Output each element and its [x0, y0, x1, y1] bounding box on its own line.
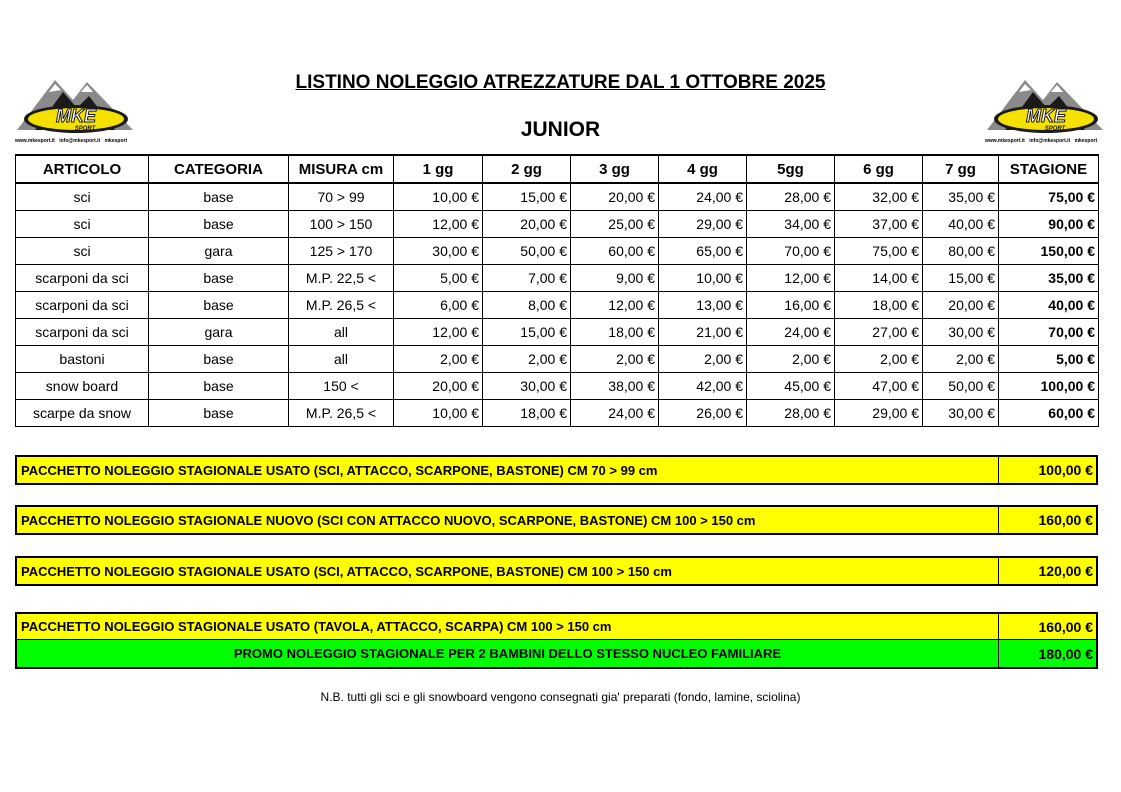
logo-social: mkesport	[1074, 138, 1098, 144]
price-cell: 2,00 €	[571, 346, 659, 373]
size-cell: M.P. 22,5 <	[289, 265, 394, 292]
page-title: LISTINO NOLEGGIO ATREZZATURE DAL 1 OTTOBRE 2025	[295, 72, 826, 93]
size-cell: 125 > 170	[289, 238, 394, 265]
column-header: 5gg	[747, 155, 835, 183]
package-label: PROMO NOLEGGIO STAGIONALE PER 2 BAMBINI DELLO STESSO NUCLEO FAMILIARE	[17, 640, 999, 667]
price-cell: 6,00 €	[394, 292, 483, 319]
category-cell: gara	[149, 238, 289, 265]
package-price: 120,00 €	[1038, 563, 1093, 579]
price-cell: 15,00 €	[483, 319, 571, 346]
price-cell: 2,00 €	[394, 346, 483, 373]
price-cell: 20,00 €	[394, 373, 483, 400]
package-row	[15, 556, 1098, 586]
logo-website: www.mkesport.it	[985, 138, 1025, 144]
price-cell: 32,00 €	[835, 183, 923, 211]
footnote: N.B. tutti gli sci e gli snowboard vengono consegnati gia' preparati (fondo, lamine, sciolina)	[320, 690, 801, 704]
price-cell: 12,00 €	[394, 211, 483, 238]
price-cell: 13,00 €	[659, 292, 747, 319]
price-cell: 5,00 €	[999, 346, 1099, 373]
package-price: 160,00 €	[1038, 618, 1093, 635]
size-cell: all	[289, 346, 394, 373]
logo-brand: MKE	[1026, 106, 1066, 126]
package-label: PACCHETTO NOLEGGIO STAGIONALE USATO (TAVOLA, ATTACCO, SCARPA) CM 100 > 150 cm	[17, 614, 999, 639]
price-cell: 40,00 €	[923, 211, 999, 238]
table-row	[16, 292, 1099, 319]
price-cell: 10,00 €	[659, 265, 747, 292]
category-cell: base	[149, 346, 289, 373]
column-header: 1 gg	[394, 155, 483, 183]
size-cell: all	[289, 319, 394, 346]
package-price: 100,00 €	[1038, 462, 1093, 478]
price-table	[15, 154, 1099, 427]
size-cell: M.P. 26,5 <	[289, 292, 394, 319]
price-cell: 42,00 €	[659, 373, 747, 400]
price-cell: 20,00 €	[923, 292, 999, 319]
price-cell: 35,00 €	[923, 183, 999, 211]
price-cell: 50,00 €	[483, 238, 571, 265]
price-cell: 28,00 €	[747, 183, 835, 211]
price-cell: 2,00 €	[923, 346, 999, 373]
size-cell: 150 <	[289, 373, 394, 400]
column-header: 3 gg	[571, 155, 659, 183]
package-price: 160,00 €	[1038, 512, 1093, 528]
column-header: MISURA cm	[289, 155, 394, 183]
price-cell: 24,00 €	[747, 319, 835, 346]
table-row	[16, 373, 1099, 400]
logo-tagline: SPORT	[74, 126, 96, 132]
price-cell: 35,00 €	[999, 265, 1099, 292]
table-row	[16, 400, 1099, 427]
logo-email: info@mkesport.it	[59, 138, 101, 144]
table-row	[16, 238, 1099, 265]
price-cell: 30,00 €	[923, 400, 999, 427]
price-cell: 2,00 €	[747, 346, 835, 373]
package-label: PACCHETTO NOLEGGIO STAGIONALE USATO (SCI, ATTACCO, SCARPONE, BASTONE) CM 70 > 99 cm	[17, 457, 999, 483]
price-cell: 10,00 €	[394, 400, 483, 427]
price-cell: 30,00 €	[483, 373, 571, 400]
logo-social: mkesport	[104, 138, 128, 144]
price-cell: 60,00 €	[999, 400, 1099, 427]
price-cell: 45,00 €	[747, 373, 835, 400]
price-cell: 15,00 €	[483, 183, 571, 211]
price-cell: 2,00 €	[483, 346, 571, 373]
package-row	[15, 455, 1098, 485]
package-label: PACCHETTO NOLEGGIO STAGIONALE USATO (SCI, ATTACCO, SCARPONE, BASTONE) CM 100 > 150 cm	[17, 558, 999, 584]
price-cell: 15,00 €	[923, 265, 999, 292]
price-cell: 50,00 €	[923, 373, 999, 400]
logo-tagline: SPORT	[1044, 126, 1066, 132]
column-header: ARTICOLO	[16, 155, 149, 183]
category-cell: base	[149, 183, 289, 211]
price-cell: 20,00 €	[571, 183, 659, 211]
price-cell: 12,00 €	[571, 292, 659, 319]
price-cell: 16,00 €	[747, 292, 835, 319]
logo-email: info@mkesport.it	[1029, 138, 1071, 144]
price-cell: 9,00 €	[571, 265, 659, 292]
price-cell: 65,00 €	[659, 238, 747, 265]
logo-website: www.mkesport.it	[15, 138, 55, 144]
table-row	[16, 211, 1099, 238]
price-cell: 20,00 €	[483, 211, 571, 238]
table-row	[16, 346, 1099, 373]
price-cell: 30,00 €	[394, 238, 483, 265]
price-cell: 100,00 €	[999, 373, 1099, 400]
item-cell: scarponi da sci	[16, 319, 149, 346]
package-row	[15, 612, 1098, 641]
logo-brand: MKE	[56, 106, 96, 126]
column-header: 2 gg	[483, 155, 571, 183]
size-cell: M.P. 26,5 <	[289, 400, 394, 427]
price-cell: 5,00 €	[394, 265, 483, 292]
item-cell: sci	[16, 238, 149, 265]
price-cell: 29,00 €	[835, 400, 923, 427]
price-cell: 47,00 €	[835, 373, 923, 400]
page-subtitle: JUNIOR	[520, 118, 601, 141]
item-cell: snow board	[16, 373, 149, 400]
table-row	[16, 183, 1099, 211]
price-cell: 21,00 €	[659, 319, 747, 346]
category-cell: base	[149, 265, 289, 292]
item-cell: bastoni	[16, 346, 149, 373]
table-row	[16, 265, 1099, 292]
price-cell: 75,00 €	[999, 183, 1099, 211]
price-cell: 37,00 €	[835, 211, 923, 238]
item-cell: scarponi da sci	[16, 265, 149, 292]
price-cell: 12,00 €	[394, 319, 483, 346]
price-cell: 24,00 €	[659, 183, 747, 211]
price-cell: 150,00 €	[999, 238, 1099, 265]
price-cell: 24,00 €	[571, 400, 659, 427]
price-cell: 7,00 €	[483, 265, 571, 292]
price-cell: 18,00 €	[483, 400, 571, 427]
price-cell: 28,00 €	[747, 400, 835, 427]
price-cell: 18,00 €	[835, 292, 923, 319]
item-cell: scarpe da snow	[16, 400, 149, 427]
category-cell: base	[149, 211, 289, 238]
price-cell: 8,00 €	[483, 292, 571, 319]
price-cell: 2,00 €	[835, 346, 923, 373]
price-cell: 25,00 €	[571, 211, 659, 238]
price-cell: 80,00 €	[923, 238, 999, 265]
column-header: 7 gg	[923, 155, 999, 183]
price-cell: 29,00 €	[659, 211, 747, 238]
table-header-row	[16, 155, 1099, 183]
price-cell: 70,00 €	[747, 238, 835, 265]
column-header: STAGIONE	[999, 155, 1099, 183]
category-cell: gara	[149, 319, 289, 346]
column-header: 6 gg	[835, 155, 923, 183]
size-cell: 100 > 150	[289, 211, 394, 238]
category-cell: base	[149, 292, 289, 319]
price-cell: 14,00 €	[835, 265, 923, 292]
price-cell: 34,00 €	[747, 211, 835, 238]
item-cell: sci	[16, 183, 149, 211]
table-row	[16, 319, 1099, 346]
column-header: 4 gg	[659, 155, 747, 183]
promo-row	[15, 640, 1098, 669]
price-cell: 75,00 €	[835, 238, 923, 265]
price-cell: 10,00 €	[394, 183, 483, 211]
price-cell: 2,00 €	[659, 346, 747, 373]
size-cell: 70 > 99	[289, 183, 394, 211]
package-row	[15, 505, 1098, 535]
item-cell: scarponi da sci	[16, 292, 149, 319]
price-cell: 26,00 €	[659, 400, 747, 427]
price-cell: 38,00 €	[571, 373, 659, 400]
item-cell: sci	[16, 211, 149, 238]
price-cell: 90,00 €	[999, 211, 1099, 238]
price-cell: 70,00 €	[999, 319, 1099, 346]
price-cell: 40,00 €	[999, 292, 1099, 319]
column-header: CATEGORIA	[149, 155, 289, 183]
category-cell: base	[149, 373, 289, 400]
price-cell: 12,00 €	[747, 265, 835, 292]
price-cell: 60,00 €	[571, 238, 659, 265]
package-price: 180,00 €	[1038, 645, 1093, 662]
price-cell: 30,00 €	[923, 319, 999, 346]
price-cell: 27,00 €	[835, 319, 923, 346]
package-label: PACCHETTO NOLEGGIO STAGIONALE NUOVO (SCI CON ATTACCO NUOVO, SCARPONE, BASTONE) CM 100 > 150 cm	[17, 507, 999, 533]
price-cell: 18,00 €	[571, 319, 659, 346]
category-cell: base	[149, 400, 289, 427]
